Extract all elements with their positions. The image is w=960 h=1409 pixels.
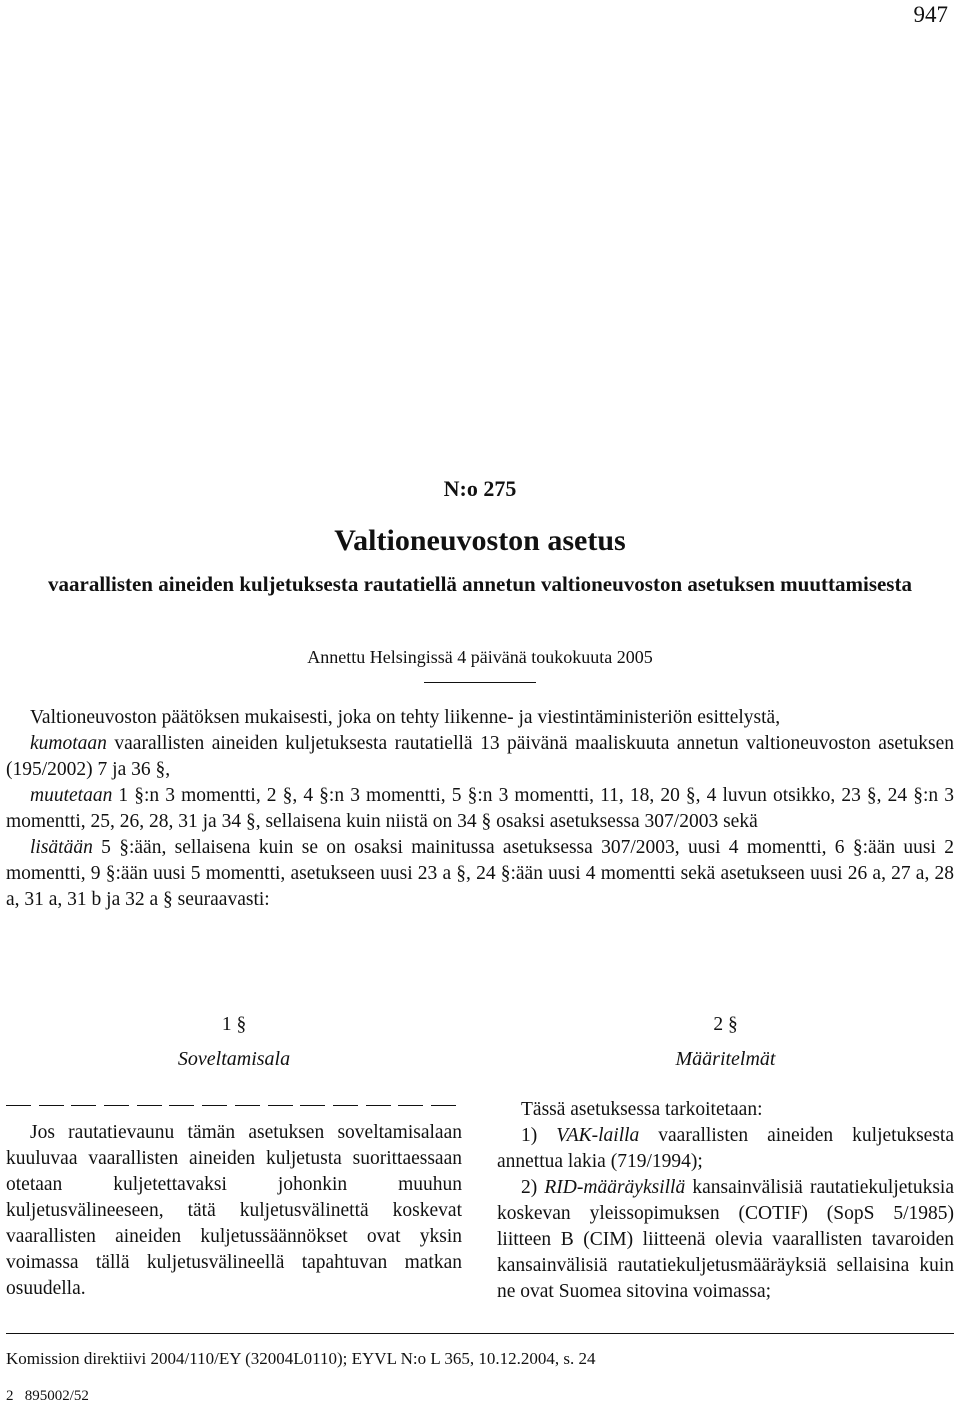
footnote-divider [6,1333,954,1334]
issued-date: Annettu Helsingissä 4 päivänä toukokuuta 2005 [307,647,653,667]
section-paragraph: Tässä asetuksessa tarkoitetaan: [521,1099,763,1120]
title-divider [424,682,536,683]
preamble-text: vaarallisten aineiden kuljetuksesta rautatiellä 13 päivänä maaliskuuta annetun valtioneuvoston asetuksen (195/2002) 7 ja 36 §, [6,733,954,780]
keyword: kumotaan [30,733,107,754]
section-title: Määritelmät [675,1048,776,1070]
keyword: muutetaan [30,785,113,806]
preamble-text: 1 §:n 3 momentti, 2 §, 4 §:n 3 momentti, 5 §:n 3 momentti, 11, 18, 20 §, 4 luvun otsikko, 23 §, 24 §:n 3 momentti, 25, 26, 28, 31 ja 34 §, sellaisena kuin niistä on 34 § osaksi asetuksessa 307/2003 sekä [6,785,954,832]
defined-term: VAK-lailla [556,1125,640,1146]
section-number: 2 § [713,1014,738,1035]
definition-item: 2) RID-määräyksillä kansainvälisiä rautatiekuljetuksia koskevan yleissopimuksen (COTIF) (SopS 5/1985) liitteen B (CIM) liitteenä olevia vaarallisten tavaroiden kansainvälisiä rautatiekuljetusmääräyksiä sellaisina kuin ne ovat Suomea sitovina voimassa; [497,1177,954,1302]
section-1 [6,1012,462,1302]
section-title: Soveltamisala [177,1048,291,1070]
definition-item: 1) VAK-lailla vaarallisten aineiden kuljetuksesta annettua lakia (719/1994); [497,1125,954,1172]
act-title: Valtioneuvoston asetus [334,524,626,557]
preamble-paragraph [6,783,954,835]
print-code: 2 895002/52 [6,1388,89,1404]
preamble-paragraph: Valtioneuvoston päätöksen mukaisesti, joka on tehty liikenne- ja viestintäministeriön esittelystä, [30,707,781,728]
page-number: 947 [913,2,948,27]
omitted-text-marker [6,1090,462,1120]
preamble-text: 5 §:ään, sellaisena kuin se on osaksi mainitussa asetuksessa 307/2003, uusi 4 momentti, 6 §:ään uusi 2 momentti, 9 §:ään uusi 5 momentti, asetukseen uusi 23 a §, 24 §:ään uusi 4 momentti sekä asetukseen uusi 26 a, 27 a, 28 a, 31 a, 31 b ja 32 a § seuraavasti: [6,837,954,910]
keyword: lisätään [30,837,93,858]
preamble-paragraph [6,835,954,913]
preamble-paragraph [6,731,954,783]
statute-number: N:o 275 [443,476,517,501]
act-subtitle: vaarallisten aineiden kuljetuksesta rautatiellä annetun valtioneuvoston asetuksen muuttamisesta [48,572,912,596]
preamble [6,705,954,913]
section-number: 1 § [221,1014,247,1035]
section-2 [497,1012,954,1305]
defined-term: RID-määräyksillä [544,1177,686,1198]
footnote: Komission direktiivi 2004/110/EY (32004L0110); EYVL N:o L 365, 10.12.2004, s. 24 [6,1349,596,1368]
section-paragraph: Jos rautatievaunu tämän asetuksen soveltamisalaan kuuluvaa vaarallisten aineiden kuljetusta suorittaessaan otetaan kuljetettavaksi johonkin muuhun kuljetusvälineeseen, tätä kuljetusvälinettä koskevat vaarallisten aineiden kuljetussäännökset ovat yksin voimassa tällä kuljetusvälineellä tapahtuvan matkan osuudella. [6,1122,462,1299]
